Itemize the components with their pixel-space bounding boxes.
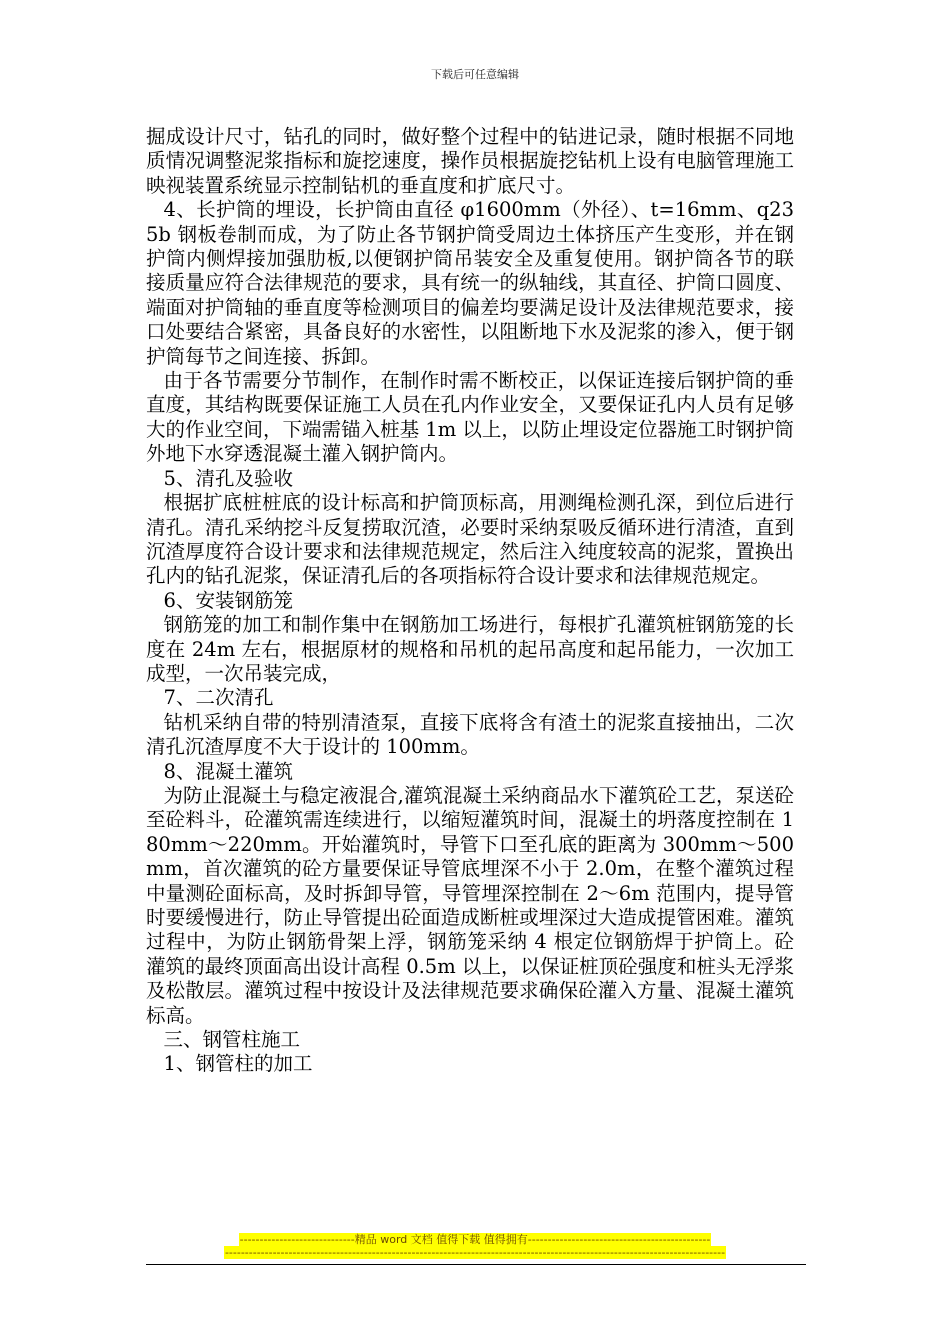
section-heading-concrete-pouring: 8、混凝土灌筑 xyxy=(163,759,293,783)
footer-banner-text-2: ------------------------------------------------------------------------------------------------------------------------------ xyxy=(224,1246,726,1259)
section-heading-steel-column: 三、钢管柱施工 xyxy=(163,1028,301,1052)
paragraph-hole-cleaning: 根据扩底桩桩底的设计标高和护筒顶标高，用测绳检测孔深，到位后进行清孔。清孔采纳挖斗反复捞取沉渣，必要时采纳泵吸反循环进行清渣，直到沉渣厚度符合设计要求和法律规范规定，然后注入纯度较高的泥浆，置换出孔内的钻孔泥浆，保证清孔后的各项指标符合设计要求和法律规范规定。 xyxy=(146,491,794,588)
paragraph-concrete-pouring: 为防止混凝土与稳定液混合,灌筑混凝土采纳商品水下灌筑砼工艺，泵送砼至砼料斗，砼灌筑需连续进行，以缩短灌筑时间，混凝土的坍落度控制在 180mm～220mm。开始灌筑时，导管下口至孔底的距离为 300mm～500mm，首次灌筑的砼方量要保证导管底埋深不小于 2.0m，在整个灌筑过程中量测砼面标高，及时拆卸导管，导管埋深控制在 2～6m 范围内，提导管时要缓慢进行，防止导管提出砼面造成断桩或埋深过大造成提管困难。灌筑过程中，为防止钢筋骨架上浮，钢筋笼采纳 4 根定位钢筋焊于护筒上。砼灌筑的最终顶面高出设计高程 0.5m 以上，以保证桩顶砼强度和桩头无浮浆及松散层。灌筑过程中按设计及法律规范要求确保砼灌入方量、混凝土灌筑标高。 xyxy=(146,783,794,1027)
subsection-heading-column-fabrication: 1、钢管柱的加工 xyxy=(163,1052,313,1076)
paragraph-continuation: 掘成设计尺寸，钻孔的同时，做好整个过程中的钻进记录，随时根据不同地质情况调整泥浆指标和旋挖速度，操作员根据旋挖钻机上设有电脑管理施工映视装置系统显示控制钻机的垂直度和扩底尺寸。 xyxy=(146,125,794,197)
footer-banner-line-1 xyxy=(0,1231,950,1247)
paragraph-secondary-cleaning: 钻机采纳自带的特别清渣泵，直接下底将含有渣土的泥浆直接抽出，二次清孔沉渣厚度不大于设计的 100mm。 xyxy=(146,710,794,759)
paragraph-segmented-casing: 由于各节需要分节制作，在制作时需不断校正，以保证连接后钢护筒的垂直度，其结构既要保证施工人员在孔内作业安全，又要保证孔内人员有足够大的作业空间，下端需锚入桩基 1m 以上，以防止埋设定位器施工时钢护筒外地下水穿透混凝土灌入钢护筒内。 xyxy=(146,369,794,466)
section-heading-rebar-cage: 6、安装钢筋笼 xyxy=(163,588,293,612)
footer-divider xyxy=(146,1264,806,1265)
page-header-note: 下载后可任意编辑 xyxy=(431,68,519,81)
footer-banner-line-2 xyxy=(0,1246,950,1259)
section-heading-secondary-cleaning: 7、二次清孔 xyxy=(163,686,274,710)
document-body xyxy=(146,125,794,1077)
section-heading-hole-cleaning: 5、清孔及验收 xyxy=(163,466,293,490)
paragraph-rebar-cage: 钢筋笼的加工和制作集中在钢筋加工场进行，每根扩孔灌筑桩钢筋笼的长度在 24m 左右，根据原材的规格和吊机的起吊高度和起吊能力，一次加工成型，一次吊装完成， xyxy=(146,613,794,685)
footer-banner-text-1: -----------------------------精品 word 文档 值得下载 值得拥有---------------------------------------------- xyxy=(239,1233,711,1246)
paragraph-long-casing: 4、长护筒的埋设，长护筒由直径 φ1600mm（外径）、t=16mm、q235b 钢板卷制而成，为了防止各节钢护筒受周边土体挤压产生变形，并在钢护筒内侧焊接加强肋板,以便钢护筒吊装安全及重复使用。钢护筒各节的联接质量应符合法律规范的要求，具有统一的纵轴线，其直径、护筒口圆度、端面对护筒轴的垂直度等检测项目的偏差均要满足设计及法律规范要求，接口处要结合紧密，具备良好的水密性，以阻断地下水及泥浆的渗入，便于钢护筒每节之间连接、拆卸。 xyxy=(146,198,794,368)
